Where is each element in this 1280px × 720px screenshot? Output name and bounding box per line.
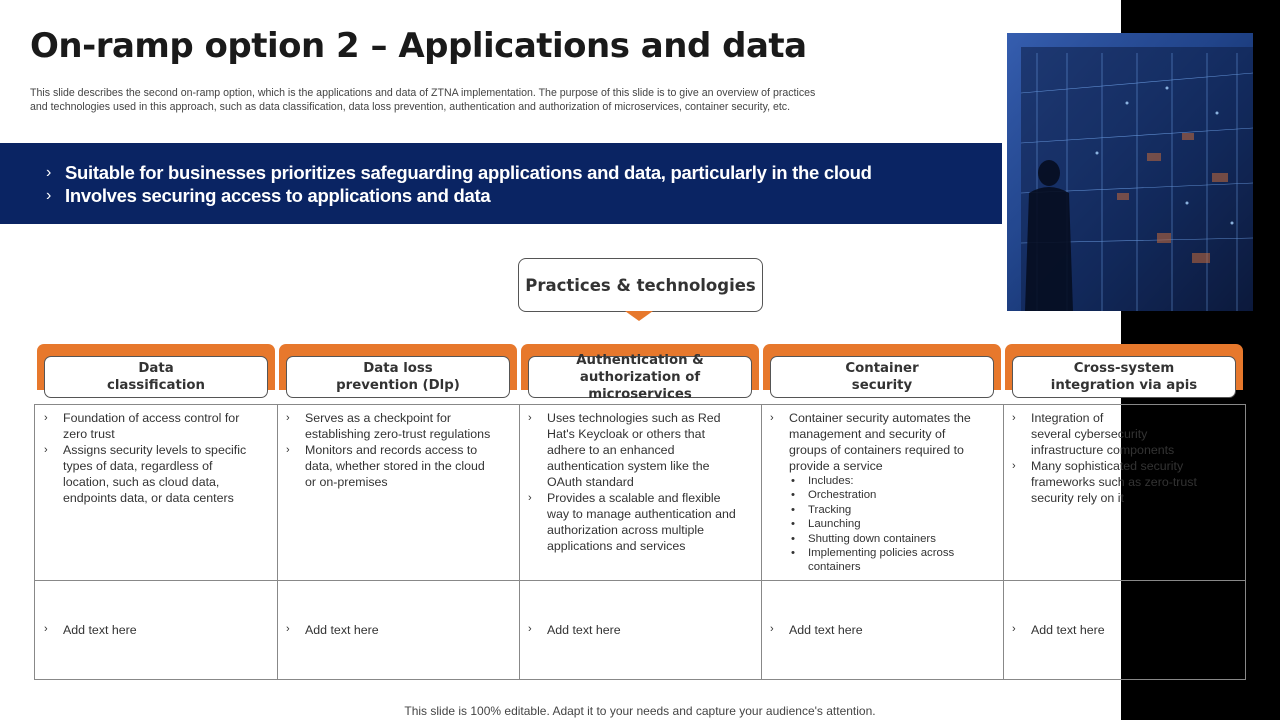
- banner-point-text: Involves securing access to applications and data: [65, 184, 491, 206]
- column-header-line: Authentication &: [576, 352, 704, 368]
- bullet-line: Monitors and records access to: [305, 443, 478, 457]
- dot-icon: •: [791, 503, 795, 516]
- sub-bullet-item: [761, 532, 999, 546]
- column-header-line: security: [851, 378, 913, 393]
- row-divider: [35, 580, 1245, 581]
- add-text-placeholder[interactable]: [519, 623, 621, 637]
- bullet-item: [35, 442, 273, 506]
- bullet-line: Serves as a checkpoint for: [305, 411, 452, 425]
- server-room-illustration: [1007, 33, 1253, 311]
- key-points-banner: [0, 143, 1002, 224]
- dot-icon: •: [791, 547, 795, 560]
- sub-bullet-item: [761, 546, 999, 575]
- sub-bullet-line: Launching: [808, 518, 861, 531]
- sub-bullet-item: [761, 517, 999, 531]
- add-text-label: Add text here: [1031, 623, 1105, 637]
- bullet-line: several cybersecurity: [1031, 427, 1148, 441]
- chevron-right-icon: ›: [44, 623, 48, 635]
- column-header: [770, 356, 994, 398]
- bullet-line: establishing zero-trust regulations: [305, 427, 491, 441]
- column-content: [519, 410, 757, 554]
- bullet-line: adhere to an enhanced: [547, 443, 675, 457]
- bullet-item: [277, 410, 515, 442]
- dot-icon: •: [791, 475, 795, 487]
- column-header-line: authorization of microservices: [579, 369, 701, 402]
- column-header-line: Data loss: [363, 361, 433, 376]
- bullet-line: management and security of: [789, 427, 946, 441]
- add-text-label: Add text here: [789, 623, 863, 637]
- bullet-line: Foundation of access control for: [63, 411, 240, 425]
- bullet-item: [277, 442, 515, 490]
- banner-point-text: Suitable for businesses prioritizes safeguarding applications and data, particularly in the cloud: [65, 161, 872, 183]
- bullet-line: zero trust: [63, 427, 115, 441]
- bullet-line: Integration of: [1031, 411, 1104, 425]
- bullet-item: [1003, 458, 1241, 506]
- chevron-right-icon: ›: [528, 492, 532, 504]
- bullet-line: authentication system like the: [547, 459, 710, 473]
- column-header-line: Container: [845, 361, 919, 376]
- sub-bullet-line: Tracking: [808, 503, 852, 516]
- bullet-item: [519, 410, 757, 490]
- practices-table: [34, 404, 1246, 680]
- bullet-item: [35, 410, 273, 442]
- bullet-item: [1003, 410, 1241, 458]
- chevron-right-icon: ›: [1012, 623, 1016, 635]
- add-text-placeholder[interactable]: [1003, 623, 1105, 637]
- slide-title: On-ramp option 2 – Applications and data: [30, 26, 807, 66]
- bullet-line: Provides a scalable and flexible: [547, 491, 721, 505]
- sub-bullet-item: [761, 503, 999, 517]
- server-room-photo: [1007, 33, 1253, 311]
- bullet-line: Container security automates the: [789, 411, 971, 425]
- chevron-right-icon: ›: [286, 412, 290, 424]
- bullet-line: types of data, regardless of: [63, 459, 213, 473]
- chevron-right-icon: ›: [286, 444, 290, 456]
- chevron-right-icon: ›: [46, 186, 52, 204]
- add-text-label: Add text here: [63, 623, 137, 637]
- slide-footer: This slide is 100% editable. Adapt it to your needs and capture your audience's attention.: [404, 704, 876, 718]
- dot-icon: •: [791, 489, 795, 502]
- add-text-placeholder[interactable]: [277, 623, 379, 637]
- bullet-line: Hat's Keycloak or others that: [547, 427, 706, 441]
- column-header-line: classification: [106, 378, 206, 393]
- column-content: [761, 410, 999, 575]
- bullet-line: security rely on it: [1031, 491, 1124, 505]
- bullet-line: location, such as cloud data,: [63, 475, 220, 489]
- sub-bullet-line: Shutting down containers: [808, 532, 936, 545]
- chevron-right-icon: ›: [286, 623, 290, 635]
- bullet-line: authorization across multiple: [547, 523, 705, 537]
- practices-technologies-label: Practices & technologies: [518, 258, 763, 312]
- chevron-right-icon: ›: [770, 412, 774, 424]
- bullet-line: endpoints data, or data centers: [63, 491, 234, 505]
- chevron-right-icon: ›: [46, 163, 52, 181]
- bullet-line: or on-premises: [305, 475, 388, 489]
- callout-pointer-icon: [625, 311, 653, 321]
- bullet-line: Many sophisticated security: [1031, 459, 1184, 473]
- column-header: [286, 356, 510, 398]
- column-content: [277, 410, 515, 490]
- bullet-line: way to manage authentication and: [547, 507, 736, 521]
- column-header: [1012, 356, 1236, 398]
- bullet-line: provide a service: [789, 459, 883, 473]
- chevron-right-icon: ›: [1012, 412, 1016, 424]
- column-content: [35, 410, 273, 506]
- column-header-line: integration via apis: [1050, 378, 1198, 393]
- add-text-placeholder[interactable]: [761, 623, 863, 637]
- add-text-label: Add text here: [547, 623, 621, 637]
- dot-icon: •: [791, 532, 795, 545]
- chevron-right-icon: ›: [44, 412, 48, 424]
- add-text-label: Add text here: [305, 623, 379, 637]
- add-text-placeholder[interactable]: [35, 623, 137, 637]
- sub-bullet-item: [761, 488, 999, 502]
- bullet-line: groups of containers required to: [789, 443, 964, 457]
- slide-description: [30, 86, 940, 114]
- sub-bullet-line: Implementing policies across: [808, 547, 955, 560]
- column-header-line: prevention (Dlp): [336, 378, 460, 393]
- banner-point: [46, 161, 1002, 184]
- description-line: and technologies used in this approach, such as data classification, data loss prevention, authentication and authorization of microservices, container security, etc.: [30, 101, 791, 113]
- sub-bullet-line: containers: [808, 561, 861, 574]
- column-header-line: Data: [138, 361, 174, 376]
- chevron-right-icon: ›: [528, 623, 532, 635]
- bullet-line: data, whether stored in the cloud: [305, 459, 485, 473]
- bullet-line: infrastructure components: [1031, 443, 1175, 457]
- description-line: This slide describes the second on-ramp option, which is the applications and data of ZTNA implementation. The purpose of this slide is to give an overview of practices: [30, 87, 816, 99]
- sub-bullet-line: Orchestration: [808, 489, 877, 502]
- banner-point: [46, 184, 1002, 207]
- column-header-line: Cross-system: [1073, 361, 1175, 376]
- column-header: [44, 356, 268, 398]
- bullet-line: applications and services: [547, 539, 686, 553]
- dot-icon: •: [791, 518, 795, 531]
- chevron-right-icon: ›: [1012, 460, 1016, 472]
- column-header: [528, 352, 752, 402]
- sub-bullet-item: [761, 474, 999, 488]
- bullet-line: Uses technologies such as Red: [547, 411, 721, 425]
- sub-bullet-line: Includes:: [808, 475, 854, 487]
- bullet-line: frameworks such as zero-trust: [1031, 475, 1197, 489]
- chevron-right-icon: ›: [528, 412, 532, 424]
- column-content: [1003, 410, 1241, 506]
- chevron-right-icon: ›: [44, 444, 48, 456]
- bullet-item: [761, 410, 999, 474]
- bullet-line: OAuth standard: [547, 475, 634, 489]
- bullet-item: [519, 490, 757, 554]
- bullet-line: Assigns security levels to specific: [63, 443, 247, 457]
- chevron-right-icon: ›: [770, 623, 774, 635]
